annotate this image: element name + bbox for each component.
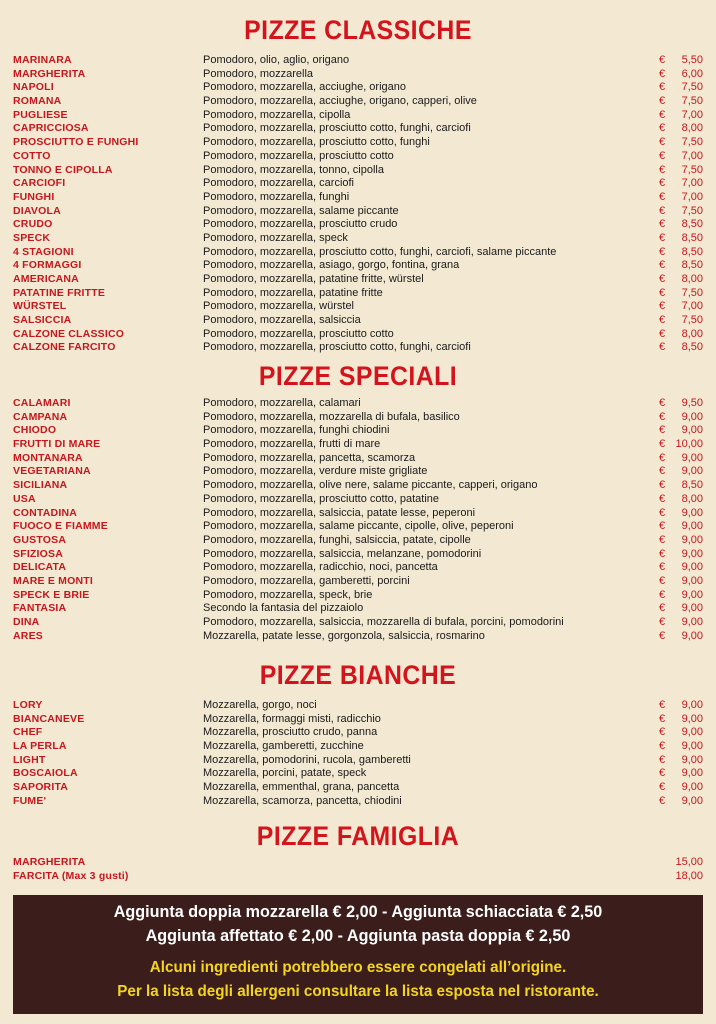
menu-item-price: 8,00	[681, 273, 703, 285]
menu-item	[0, 856, 716, 870]
menu-item	[0, 81, 716, 95]
menu-item-price: 7,00	[681, 300, 703, 313]
menu-item	[0, 452, 716, 466]
menu-item-ingredients: Pomodoro, mozzarella, prosciutto crudo	[203, 218, 398, 231]
currency-symbol: €	[659, 163, 666, 176]
menu-item	[0, 273, 716, 287]
menu-item-price: 7,50	[681, 163, 703, 176]
currency-symbol: €	[659, 218, 666, 231]
currency-symbol: €	[659, 629, 666, 642]
menu-item-price: 9,00	[681, 740, 703, 753]
menu-item	[0, 548, 716, 562]
menu-item-name: FUNGHI	[13, 190, 55, 203]
menu-item-ingredients: Pomodoro, mozzarella, würstel	[203, 300, 355, 313]
menu-item-name: CAPRICCIOSA	[13, 122, 89, 135]
menu-item-price: 9,00	[681, 574, 703, 587]
menu-item	[0, 795, 716, 809]
menu-item	[0, 122, 716, 136]
menu-item-name: TONNO E CIPOLLA	[13, 163, 113, 176]
currency-symbol: €	[659, 108, 666, 121]
menu-item-ingredients: Mozzarella, emmenthal, grana, pancetta	[203, 781, 400, 794]
menu-item	[0, 109, 716, 123]
menu-item	[0, 411, 716, 425]
menu-item-price: 7,00	[681, 108, 703, 121]
menu-item-price: 8,50	[681, 341, 703, 354]
menu-item-ingredients: Mozzarella, formaggi misti, radicchio	[203, 712, 381, 725]
menu-item	[0, 300, 716, 314]
menu-item-name: MARINARA	[13, 54, 72, 66]
menu-item-name: SPECK E BRIE	[13, 588, 90, 601]
menu-item-price: 9,00	[681, 451, 703, 464]
menu-item-name: SALSICCIA	[13, 314, 72, 327]
menu-item-name: CHEF	[13, 726, 43, 739]
menu-item-name: MARGHERITA	[13, 67, 86, 80]
menu-item-price: 7,50	[681, 136, 703, 149]
menu-item	[0, 630, 716, 644]
menu-item	[0, 150, 716, 164]
menu-item	[0, 479, 716, 493]
menu-item-price: 9,00	[681, 547, 703, 560]
menu-item-name: SICILIANA	[13, 479, 68, 492]
menu-item-name: FUME'	[13, 794, 47, 807]
menu-item	[0, 397, 716, 411]
menu-item-name: CALZONE FARCITO	[13, 341, 116, 354]
menu-item	[0, 136, 716, 150]
menu-item	[0, 177, 716, 191]
menu-item-price: 5,50	[681, 54, 703, 66]
menu-item-ingredients: Mozzarella, prosciutto crudo, panna	[203, 726, 378, 739]
menu-item-price: 8,00	[681, 122, 703, 135]
menu-item-ingredients: Pomodoro, mozzarella, salsiccia, mozzarella di bufala, porcini, pomodorini	[203, 616, 564, 628]
list-speciali	[0, 397, 716, 643]
currency-symbol: €	[659, 533, 666, 546]
menu-item-price: 7,50	[681, 314, 703, 327]
menu-item-name: CHIODO	[13, 424, 57, 437]
currency-symbol: €	[659, 479, 666, 492]
currency-symbol: €	[659, 245, 666, 258]
menu-item-ingredients: Pomodoro, mozzarella, funghi	[203, 190, 350, 203]
menu-item-price: 10,00	[675, 438, 703, 451]
menu-item-price: 7,50	[681, 286, 703, 299]
menu-item-name: CALAMARI	[13, 397, 71, 409]
menu-item-ingredients: Mozzarella, porcini, patate, speck	[203, 767, 367, 780]
menu-item	[0, 781, 716, 795]
menu-item	[0, 95, 716, 109]
menu-item-price: 9,00	[681, 424, 703, 437]
currency-symbol: €	[659, 726, 666, 739]
menu-item-ingredients: Pomodoro, mozzarella, salsiccia	[203, 314, 361, 327]
menu-item-ingredients: Pomodoro, mozzarella	[203, 67, 314, 80]
menu-item	[0, 438, 716, 452]
menu-item-ingredients: Pomodoro, mozzarella, gamberetti, porcini	[203, 574, 410, 587]
menu-item	[0, 575, 716, 589]
menu-item-name: DINA	[13, 616, 40, 628]
menu-item-name: SPECK	[13, 231, 51, 244]
list-bianche	[0, 699, 716, 809]
menu-item-ingredients: Pomodoro, mozzarella, prosciutto cotto	[203, 327, 394, 340]
menu-item-name: PATATINE FRITTE	[13, 286, 106, 299]
menu-item-name: CONTADINA	[13, 506, 78, 519]
menu-item-price: 9,00	[681, 602, 703, 615]
currency-symbol: €	[659, 424, 666, 437]
menu-item	[0, 561, 716, 575]
menu-item	[0, 589, 716, 603]
currency-symbol: €	[659, 588, 666, 601]
menu-item	[0, 328, 716, 342]
menu-item	[0, 246, 716, 260]
currency-symbol: €	[659, 259, 666, 272]
menu-item-name: WÜRSTEL	[13, 300, 67, 313]
menu-item-ingredients: Pomodoro, mozzarella, mozzarella di bufala, basilico	[203, 410, 460, 423]
menu-item-price: 9,00	[681, 794, 703, 807]
menu-item-name: DELICATA	[13, 561, 67, 574]
menu-item-ingredients: Mozzarella, patate lesse, gorgonzola, salsiccia, rosmarino	[203, 629, 485, 642]
menu-item-name: LORY	[13, 699, 43, 711]
menu-item-name: MARE E MONTI	[13, 574, 93, 587]
menu-item-price: 8,50	[681, 479, 703, 492]
menu-item-price: 9,00	[681, 506, 703, 519]
menu-item-name: BOSCAIOLA	[13, 767, 78, 780]
menu-item-price: 9,00	[681, 753, 703, 766]
currency-symbol: €	[659, 67, 666, 80]
menu-item-price: 6,00	[681, 67, 703, 80]
menu-item-price: 7,00	[681, 177, 703, 190]
menu-item-ingredients: Pomodoro, mozzarella, funghi chiodini	[203, 424, 390, 437]
currency-symbol: €	[659, 341, 666, 354]
menu-item-name: DIAVOLA	[13, 204, 61, 217]
menu-item-ingredients: Pomodoro, mozzarella, prosciutto cotto, patatine	[203, 492, 440, 505]
currency-symbol: €	[659, 149, 666, 162]
menu-item-price: 9,50	[681, 397, 703, 409]
currency-symbol: €	[659, 740, 666, 753]
menu-item-name: AMERICANA	[13, 273, 79, 285]
section-title-classiche: PIZZE CLASSICHE	[244, 15, 472, 45]
menu-item-name: ARES	[13, 629, 43, 642]
currency-symbol: €	[659, 574, 666, 587]
menu-item-name: VEGETARIANA	[13, 465, 91, 478]
menu-item-ingredients: Mozzarella, gorgo, noci	[203, 699, 317, 711]
menu-item-name: SFIZIOSA	[13, 547, 64, 560]
menu-item-ingredients: Mozzarella, pomodorini, rucola, gamberetti	[203, 753, 411, 766]
menu-item-ingredients: Pomodoro, olio, aglio, origano	[203, 54, 350, 66]
menu-item-ingredients: Pomodoro, mozzarella, prosciutto cotto	[203, 149, 394, 162]
currency-symbol: €	[659, 122, 666, 135]
currency-symbol: €	[659, 204, 666, 217]
menu-item	[0, 259, 716, 273]
menu-item-ingredients: Pomodoro, mozzarella, acciughe, origano, capperi, olive	[203, 95, 477, 108]
menu-item-name: PROSCIUTTO E FUNGHI	[13, 136, 139, 149]
menu-item-price: 8,50	[681, 231, 703, 244]
menu-item	[0, 68, 716, 82]
section-title-speciali: PIZZE SPECIALI	[258, 361, 458, 391]
currency-symbol: €	[659, 136, 666, 149]
menu-item-name: FARCITA (Max 3 gusti)	[13, 869, 129, 882]
menu-item-price: 9,00	[681, 781, 703, 794]
menu-item-name: COTTO	[13, 149, 51, 162]
menu-item-ingredients: Pomodoro, mozzarella, prosciutto cotto, funghi, carciofi	[203, 122, 471, 135]
extras-line-2: Aggiunta affettato € 2,00 - Aggiunta pasta doppia € 2,50	[145, 926, 571, 945]
menu-item-ingredients: Pomodoro, mozzarella, speck, brie	[203, 588, 373, 601]
currency-symbol: €	[659, 781, 666, 794]
menu-item-name: PUGLIESE	[13, 108, 68, 121]
menu-item-price: 9,00	[681, 533, 703, 546]
extras-line-1: Aggiunta doppia mozzarella € 2,00 - Aggiunta schiacciata € 2,50	[113, 902, 603, 921]
menu-item-name: NAPOLI	[13, 81, 54, 94]
menu-item-price: 9,00	[681, 410, 703, 423]
menu-item-name: MONTANARA	[13, 451, 83, 464]
menu-item	[0, 520, 716, 534]
menu-item-price: 9,00	[681, 520, 703, 533]
menu-item-name: MARGHERITA	[13, 856, 86, 868]
menu-item	[0, 205, 716, 219]
menu-item-price: 8,00	[681, 327, 703, 340]
menu-item-ingredients: Pomodoro, mozzarella, speck	[203, 231, 348, 244]
menu-item-name: ROMANA	[13, 95, 62, 108]
currency-symbol: €	[659, 397, 666, 409]
list-classiche	[0, 54, 716, 355]
menu-item-ingredients: Pomodoro, mozzarella, olive nere, salame piccante, capperi, origano	[203, 479, 538, 492]
menu-item	[0, 699, 716, 713]
currency-symbol: €	[659, 506, 666, 519]
menu-item-price: 15,00	[675, 856, 703, 868]
menu-item-price: 8,50	[681, 218, 703, 231]
menu-item-price: 9,00	[681, 629, 703, 642]
menu-item-ingredients: Pomodoro, mozzarella, salame piccante	[203, 204, 399, 217]
menu-item-name: CAMPANA	[13, 410, 68, 423]
menu-item-price: 7,50	[681, 95, 703, 108]
menu-item-name: FRUTTI DI MARE	[13, 438, 101, 451]
currency-symbol: €	[659, 712, 666, 725]
menu-item-price: 8,50	[681, 259, 703, 272]
menu-item-ingredients: Pomodoro, mozzarella, frutti di mare	[203, 438, 381, 451]
menu-item-ingredients: Pomodoro, mozzarella, calamari	[203, 397, 361, 409]
menu-item	[0, 507, 716, 521]
menu-item-ingredients: Pomodoro, mozzarella, prosciutto cotto, funghi, carciofi, salame piccante	[203, 245, 557, 258]
menu-item-price: 8,50	[681, 245, 703, 258]
menu-item	[0, 767, 716, 781]
currency-symbol: €	[659, 81, 666, 94]
menu-item-ingredients: Pomodoro, mozzarella, funghi, salsiccia, patate, cipolle	[203, 533, 471, 546]
allergen-note-1: Alcuni ingredienti potrebbero essere congelati all’origine.	[149, 959, 567, 976]
menu-item-ingredients: Pomodoro, mozzarella, prosciutto cotto, funghi, carciofi	[203, 341, 471, 354]
menu-item-ingredients: Pomodoro, mozzarella, patatine fritte	[203, 286, 383, 299]
menu-item-price: 9,00	[681, 712, 703, 725]
menu-item-ingredients: Pomodoro, mozzarella, carciofi	[203, 177, 355, 190]
menu-item-ingredients: Pomodoro, mozzarella, radicchio, noci, pancetta	[203, 561, 438, 574]
menu-item-price: 7,00	[681, 149, 703, 162]
menu-item-price: 7,50	[681, 81, 703, 94]
menu-item-price: 9,00	[681, 767, 703, 780]
menu-item-ingredients: Pomodoro, mozzarella, verdure miste grigliate	[203, 465, 428, 478]
menu-item-ingredients: Mozzarella, scamorza, pancetta, chiodini	[203, 794, 402, 807]
menu-item-ingredients: Pomodoro, mozzarella, cipolla	[203, 108, 351, 121]
menu-item	[0, 465, 716, 479]
menu-item	[0, 424, 716, 438]
menu-item	[0, 493, 716, 507]
menu-item	[0, 164, 716, 178]
menu-item-price: 9,00	[681, 465, 703, 478]
currency-symbol: €	[659, 616, 666, 628]
allergen-note-2: Per la lista degli allergeni consultare la lista esposta nel ristorante.	[117, 983, 599, 1000]
menu-item-name: CALZONE CLASSICO	[13, 327, 125, 340]
menu-item-ingredients: Pomodoro, mozzarella, salsiccia, patate lesse, peperoni	[203, 506, 476, 519]
currency-symbol: €	[659, 602, 666, 615]
menu-item-price: 9,00	[681, 616, 703, 628]
currency-symbol: €	[659, 410, 666, 423]
menu-item	[0, 218, 716, 232]
menu-item	[0, 534, 716, 548]
section-title-famiglia: PIZZE FAMIGLIA	[256, 821, 460, 851]
menu-item-ingredients: Pomodoro, mozzarella, salsiccia, melanzane, pomodorini	[203, 547, 482, 560]
menu-item-name: LA PERLA	[13, 740, 67, 753]
menu-item	[0, 713, 716, 727]
menu-item-ingredients: Pomodoro, mozzarella, patatine fritte, würstel	[203, 273, 424, 285]
menu-item-price: 8,00	[681, 492, 703, 505]
section-title-bianche: PIZZE BIANCHE	[259, 660, 457, 690]
menu-item-price: 9,00	[681, 588, 703, 601]
menu-item	[0, 602, 716, 616]
currency-symbol: €	[659, 95, 666, 108]
currency-symbol: €	[659, 794, 666, 807]
menu-item-price: 9,00	[681, 726, 703, 739]
menu-item-ingredients: Pomodoro, mozzarella, salame piccante, cipolle, olive, peperoni	[203, 520, 514, 533]
menu-item-name: CRUDO	[13, 218, 53, 231]
currency-symbol: €	[659, 547, 666, 560]
menu-item-ingredients: Secondo la fantasia del pizzaiolo	[203, 602, 364, 615]
currency-symbol: €	[659, 699, 666, 711]
menu-item-ingredients: Mozzarella, gamberetti, zucchine	[203, 740, 364, 753]
list-famiglia	[0, 856, 716, 883]
menu-item-name: 4 FORMAGGI	[13, 259, 82, 272]
menu-item-price: 18,00	[675, 869, 703, 882]
menu-item-price: 9,00	[681, 561, 703, 574]
menu-item	[0, 740, 716, 754]
menu-item	[0, 191, 716, 205]
currency-symbol: €	[659, 561, 666, 574]
menu-item-price: 9,00	[681, 699, 703, 711]
currency-symbol: €	[659, 286, 666, 299]
menu-item	[0, 54, 716, 68]
menu-item-price: 7,00	[681, 190, 703, 203]
menu-item-name: 4 STAGIONI	[13, 245, 74, 258]
menu-item-name: GUSTOSA	[13, 533, 67, 546]
currency-symbol: €	[659, 300, 666, 313]
menu-item	[0, 341, 716, 355]
menu-item-name: BIANCANEVE	[13, 712, 85, 725]
currency-symbol: €	[659, 753, 666, 766]
menu-item	[0, 232, 716, 246]
currency-symbol: €	[659, 54, 666, 66]
menu-item-ingredients: Pomodoro, mozzarella, pancetta, scamorza	[203, 451, 416, 464]
menu-item	[0, 287, 716, 301]
currency-symbol: €	[659, 177, 666, 190]
currency-symbol: €	[659, 492, 666, 505]
extras-banner	[13, 895, 703, 1014]
menu-item-name: USA	[13, 492, 36, 505]
menu-item-price: 7,50	[681, 204, 703, 217]
menu-item-name: SAPORITA	[13, 781, 69, 794]
menu-item-ingredients: Pomodoro, mozzarella, tonno, cipolla	[203, 163, 384, 176]
currency-symbol: €	[659, 438, 666, 451]
currency-symbol: €	[659, 451, 666, 464]
menu-item	[0, 314, 716, 328]
menu-item-name: FUOCO E FIAMME	[13, 520, 108, 533]
menu-item-ingredients: Pomodoro, mozzarella, prosciutto cotto, funghi	[203, 136, 430, 149]
menu-item	[0, 726, 716, 740]
currency-symbol: €	[659, 327, 666, 340]
menu-item	[0, 870, 716, 884]
menu-item-name: CARCIOFI	[13, 177, 66, 190]
menu-item	[0, 754, 716, 768]
currency-symbol: €	[659, 767, 666, 780]
currency-symbol: €	[659, 273, 666, 285]
currency-symbol: €	[659, 465, 666, 478]
currency-symbol: €	[659, 231, 666, 244]
menu-item-ingredients: Pomodoro, mozzarella, acciughe, origano	[203, 81, 407, 94]
menu-item-name: LIGHT	[13, 753, 46, 766]
currency-symbol: €	[659, 190, 666, 203]
currency-symbol: €	[659, 520, 666, 533]
menu-item-ingredients: Pomodoro, mozzarella, asiago, gorgo, fontina, grana	[203, 259, 460, 272]
menu-item-name: FANTASIA	[13, 602, 67, 615]
menu-item	[0, 616, 716, 630]
currency-symbol: €	[659, 314, 666, 327]
